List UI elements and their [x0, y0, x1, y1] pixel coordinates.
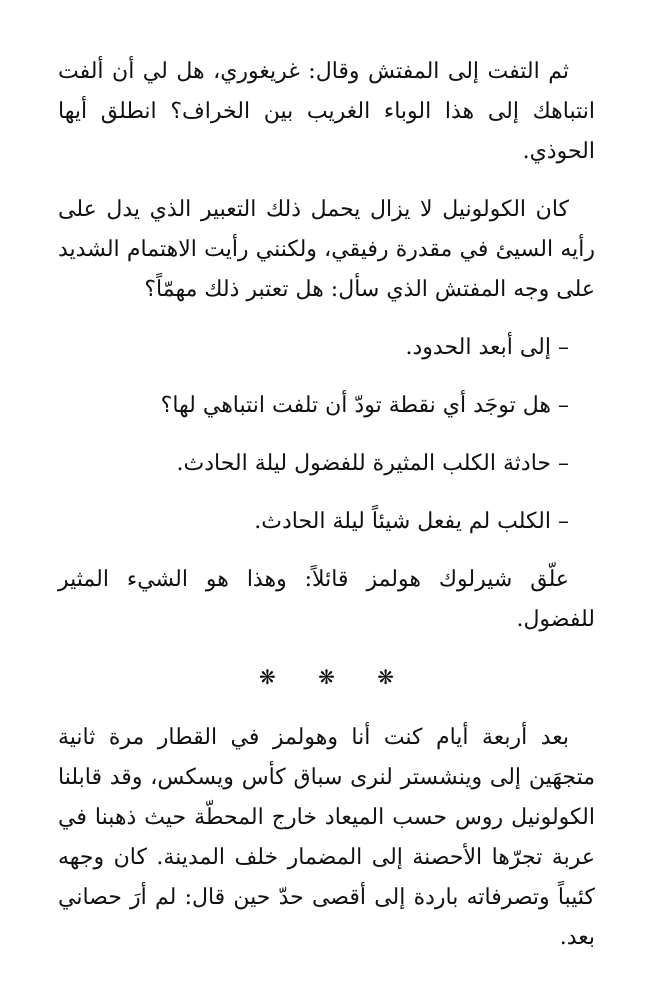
- paragraph-holmes-comment: علّق شيرلوك هولمز قائلاً: وهذا هو الشيء المثير للفضول.: [58, 567, 595, 632]
- section-separator: ❋ ❋ ❋: [259, 665, 412, 689]
- paragraph-four-days-later: بعد أربعة أيام كنت أنا وهولمز في القطار مرة ثانية متجهَين إلى وينشستر لنرى سباق كأس ويسكس، وقد قابلنا الكولونيل روس حسب الميعاد خارج المحطّة حيث ذهبنا في عربة تجرّها الأحصنة إلى المضمار خلف المدينة. كان وجهه كئيباً وتصرفاته باردة إلى أقصى حدّ حين قال: لم أرَ حصاني بعد.: [58, 725, 595, 950]
- dialog-line-3: – حادثة الكلب المثيرة للفضول ليلة الحادث.: [176, 451, 569, 476]
- dialog-line-2: – هل توجَد أي نقطة تودّ أن تلفت انتباهي لها؟: [160, 393, 569, 418]
- dialog-line-4: – الكلب لم يفعل شيئاً ليلة الحادث.: [254, 509, 569, 534]
- paragraph-colonel-expression: كان الكولونيل لا يزال يحمل ذلك التعبير الذي يدل على رأيه السيئ في مقدرة رفيقي، ولكنني رأيت الاهتمام الشديد على وجه المفتش الذي سأل: هل تعتبر ذلك مهمّاً؟: [58, 197, 595, 302]
- dialog-line-1: – إلى أبعد الحدود.: [405, 335, 569, 360]
- paragraph-inspector-remark: ثم التفت إلى المفتش وقال: غريغوري، هل لي أن ألفت انتباهك إلى هذا الوباء الغريب بين الخراف؟ انطلق أيها الحوذي.: [58, 59, 595, 164]
